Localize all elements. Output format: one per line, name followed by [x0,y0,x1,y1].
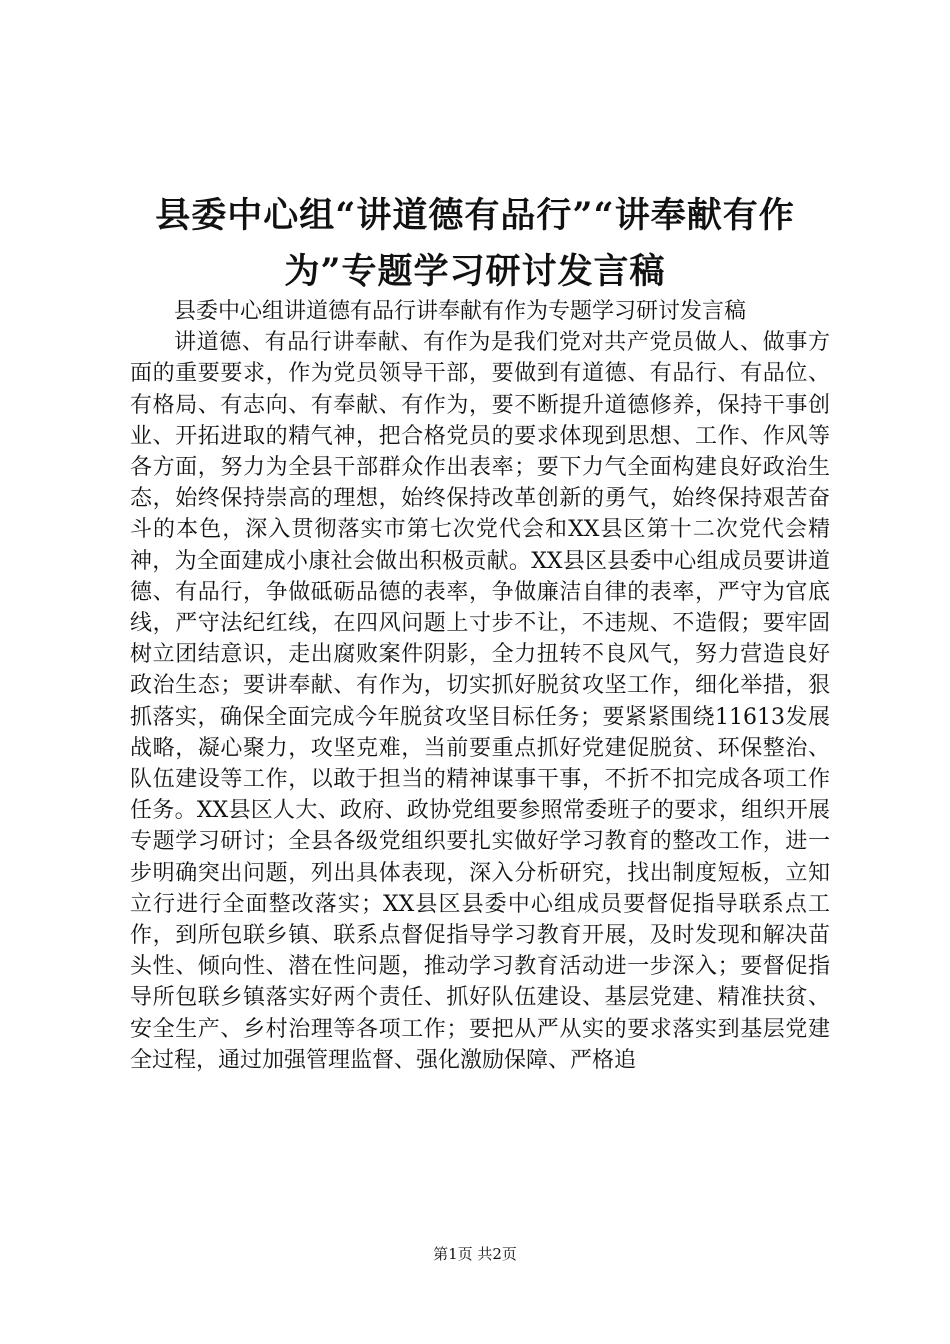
document-title [110,188,840,300]
title-line-1: 县委中心组“讲道德有品行”“讲奉献有作 [155,195,795,237]
title-line-2: 为”专题学习研讨发言稿 [284,251,666,293]
page-footer: 第1页 共2页 [433,1245,517,1263]
document-body [130,296,830,1076]
paragraph-subtitle: 县委中心组讲道德有品行讲奉献有作为专题学习研讨发言稿 [174,299,747,324]
paragraph-main: 讲道德、有品行讲奉献、有作为是我们党对共产党员做人、做事方面的重要要求，作为党员领导干部，要做到有道德、有品行、有品位、有格局、有志向、有奉献、有作为，要不断提升道德修养，保持干事创业、开拓进取的精气神，把合格党员的要求体现到思想、工作、作风等各方面，努力为全县干部群众作出表率；要下力气全面构建良好政治生态，始终保持崇高的理想，始终保持改革创新的勇气，始终保持艰苦奋斗的本色，深入贯彻落实市第七次党代会和XX县区第十二次党代会精神，为全面建成小康社会做出积极贡献。XX县区县委中心组成员要讲道德、有品行，争做砥砺品德的表率，争做廉洁自律的表率，严守为官底线，严守法纪红线，在四风问题上寸步不让，不违规、不造假；要牢固树立团结意识，走出腐败案件阴影，全力扭转不良风气，努力营造良好政治生态；要讲奉献、有作为，切实抓好脱贫攻坚工作，细化举措，狠抓落实，确保全面完成今年脱贫攻坚目标任务；要紧紧围绕11613发展战略，凝心聚力，攻坚克难，当前要重点抓好党建促脱贫、环保整治、队伍建设等工作，以敢于担当的精神谋事干事，不折不扣完成各项工作任务。XX县区人大、政府、政协党组要参照常委班子的要求，组织开展专题学习研讨；全县各级党组织要扎实做好学习教育的整改工作，进一步明确突出问题，列出具体表现，深入分析研究，找出制度短板，立知立行进行全面整改落实；XX县区县委中心组成员要督促指导联系点工作，到所包联乡镇、联系点督促指导学习教育开展，及时发现和解决苗头性、倾向性、潜在性问题，推动学习教育活动进一步深入；要督促指导所包联乡镇落实好两个责任、抓好队伍建设、基层党建、精准扶贫、安全生产、乡村治理等各项工作；要把从严从实的要求落实到基层党建全过程，通过加强管理监督、强化激励保障、严格追 [130,330,830,1073]
